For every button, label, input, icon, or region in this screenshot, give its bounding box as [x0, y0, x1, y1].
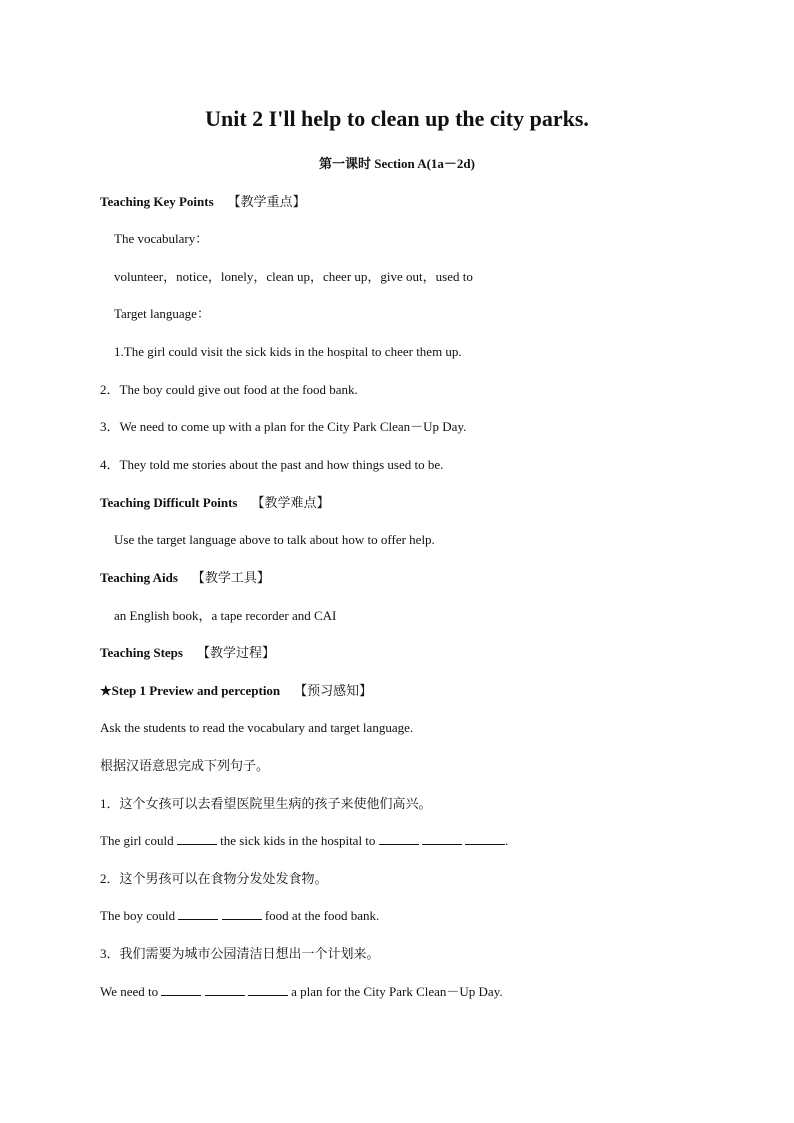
difficult-points-heading — [100, 495, 330, 511]
answer-blank[interactable] — [379, 833, 419, 845]
step1-heading-en: ★Step 1 Preview and perception — [100, 683, 281, 698]
vocabulary-list: volunteer，notice，lonely，clean up，cheer up，give out，used to — [114, 269, 473, 284]
difficult-points-heading-cn: 【教学难点】 — [251, 495, 330, 510]
step1-heading — [100, 683, 372, 699]
target-sentence-4: 4．They told me stories about the past and how things used to be. — [100, 457, 444, 472]
teaching-steps-heading — [100, 645, 275, 661]
teaching-aids-heading-cn: 【教学工具】 — [191, 570, 270, 585]
exercise-2-text-a: The boy could — [100, 908, 176, 923]
exercise-1-sentence — [100, 833, 508, 849]
exercise-1-chinese: 1．这个女孩可以去看望医院里生病的孩子来使他们高兴。 — [100, 796, 432, 811]
page-title: Unit 2 I'll help to clean up the city parks. — [205, 106, 589, 131]
answer-blank[interactable] — [222, 908, 262, 920]
exercise-2-sentence — [100, 908, 379, 924]
target-sentence-1: 1.The girl could visit the sick kids in the hospital to cheer them up. — [114, 344, 462, 359]
exercise-3-sentence — [100, 984, 503, 1000]
answer-blank[interactable] — [205, 984, 245, 996]
teaching-aids-heading-en: Teaching Aids — [100, 570, 178, 585]
teaching-steps-heading-cn: 【教学过程】 — [196, 645, 275, 660]
difficult-points-heading-en: Teaching Difficult Points — [100, 495, 238, 510]
exercise-3-text-a: We need to — [100, 984, 159, 999]
key-points-heading-cn: 【教学重点】 — [227, 194, 306, 209]
exercise-1-text-b: the sick kids in the hospital to — [220, 833, 376, 848]
answer-blank[interactable] — [422, 833, 462, 845]
difficult-points-text: Use the target language above to talk about how to offer help. — [114, 532, 435, 547]
answer-blank[interactable] — [178, 908, 218, 920]
teaching-aids-heading — [100, 570, 270, 586]
step1-instruction: Ask the students to read the vocabulary and target language. — [100, 720, 414, 735]
exercise-2-chinese: 2．这个男孩可以在食物分发处发食物。 — [100, 871, 328, 886]
exercise-1-text-a: The girl could — [100, 833, 174, 848]
exercise-3-chinese: 3．我们需要为城市公园清洁日想出一个计划来。 — [100, 946, 380, 961]
exercise-1-period: . — [505, 833, 509, 848]
target-sentence-2: 2．The boy could give out food at the food bank. — [100, 382, 358, 397]
teaching-steps-heading-en: Teaching Steps — [100, 645, 183, 660]
target-language-label: Target language： — [114, 306, 210, 321]
step1-instruction-cn: 根据汉语意思完成下列句子。 — [100, 758, 270, 773]
key-points-heading — [100, 194, 306, 210]
exercise-3-text-b: a plan for the City Park Clean－Up Day. — [291, 984, 503, 999]
step1-heading-cn: 【预习感知】 — [294, 683, 373, 698]
key-points-heading-en: Teaching Key Points — [100, 194, 214, 209]
target-sentence-3: 3．We need to come up with a plan for the City Park Clean－Up Day. — [100, 419, 467, 434]
exercise-2-text-b: food at the food bank. — [264, 908, 380, 923]
answer-blank[interactable] — [161, 984, 201, 996]
lesson-subtitle: 第一课时 Section A(1a－2d) — [318, 156, 475, 171]
vocabulary-label: The vocabulary： — [114, 231, 209, 246]
answer-blank[interactable] — [177, 833, 217, 845]
answer-blank[interactable] — [465, 833, 505, 845]
teaching-aids-text: an English book，a tape recorder and CAI — [114, 608, 337, 623]
answer-blank[interactable] — [248, 984, 288, 996]
